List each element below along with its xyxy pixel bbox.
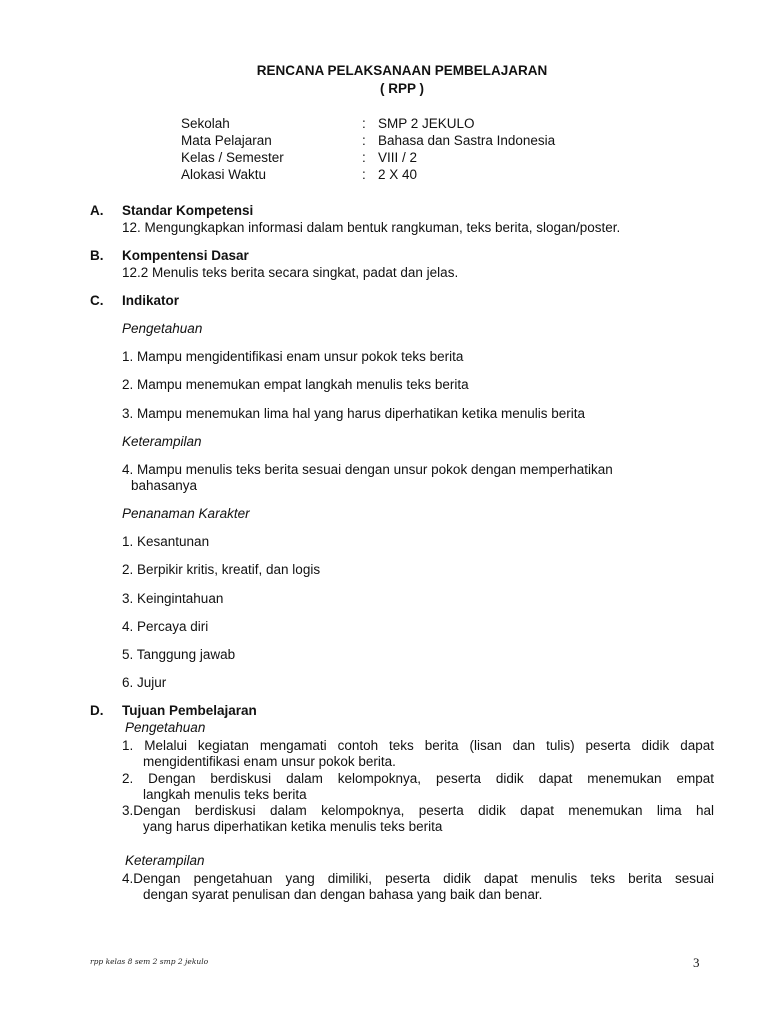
section-letter: B. <box>90 248 104 263</box>
list-item: 5. Tanggung jawab <box>122 647 236 662</box>
info-value: VIII / 2 <box>378 150 418 165</box>
list-item: 4. Percaya diri <box>122 619 209 634</box>
page-number: 3 <box>693 955 700 970</box>
section-title: Tujuan Pembelajaran <box>122 703 257 718</box>
list-item: 1. Melalui kegiatan mengamati contoh teks berita (lisan dan tulis) peserta didik dapat <box>122 738 714 753</box>
section-text: 12. Mengungkapkan informasi dalam bentuk rangkuman, teks berita, slogan/poster. <box>122 220 621 235</box>
list-item: 3.Dengan berdiskusi dalam kelompoknya, peserta didik dapat menemukan lima hal <box>122 803 714 818</box>
list-item: 2. Berpikir kritis, kreatif, dan logis <box>122 562 321 577</box>
section-letter: A. <box>90 203 104 218</box>
subheading: Pengetahuan <box>122 321 203 336</box>
info-label: Alokasi Waktu <box>181 167 267 182</box>
subheading: Keterampilan <box>122 434 202 449</box>
list-item: 4.Dengan pengetahuan yang dimiliki, peserta didik dapat menulis teks berita sesuai <box>122 871 714 886</box>
info-label: Kelas / Semester <box>181 150 284 165</box>
document-subtitle: ( RPP ) <box>379 81 424 96</box>
footer-note: rpp kelas 8 sem 2 smp 2 jekulo <box>90 957 209 966</box>
section-letter: C. <box>90 293 104 308</box>
info-colon: : <box>362 167 366 182</box>
list-item: 3. Keingintahuan <box>122 591 224 606</box>
info-value: Bahasa dan Sastra Indonesia <box>378 133 556 148</box>
list-item: 2. Mampu menemukan empat langkah menulis teks berita <box>122 377 469 392</box>
list-item: 1. Kesantunan <box>122 534 210 549</box>
section-letter: D. <box>90 703 104 718</box>
section-title: Standar Kompetensi <box>122 203 254 218</box>
list-item: 3. Mampu menemukan lima hal yang harus diperhatikan ketika menulis berita <box>122 406 585 421</box>
list-item-continuation: langkah menulis teks berita <box>143 787 307 802</box>
subheading: Penanaman Karakter <box>122 506 250 521</box>
section-title: Kompentensi Dasar <box>122 248 249 263</box>
info-label: Sekolah <box>181 116 230 131</box>
list-item: 1. Mampu mengidentifikasi enam unsur pokok teks berita <box>122 349 464 364</box>
info-colon: : <box>362 116 366 131</box>
section-title: Indikator <box>122 293 180 308</box>
info-colon: : <box>362 133 366 148</box>
section-text: 12.2 Menulis teks berita secara singkat, padat dan jelas. <box>122 265 459 280</box>
list-item-continuation: bahasanya <box>131 478 198 493</box>
info-value: 2 X 40 <box>378 167 418 182</box>
info-label: Mata Pelajaran <box>181 133 272 148</box>
info-value: SMP 2 JEKULO <box>378 116 475 131</box>
info-colon: : <box>362 150 366 165</box>
list-item-continuation: mengidentifikasi enam unsur pokok berita. <box>143 754 396 769</box>
list-item-continuation: yang harus diperhatikan ketika menulis teks berita <box>143 819 443 834</box>
list-item: 4. Mampu menulis teks berita sesuai dengan unsur pokok dengan memperhatikan <box>122 462 613 477</box>
document-title: RENCANA PELAKSANAAN PEMBELAJARAN <box>256 63 548 78</box>
list-item-continuation: dengan syarat penulisan dan dengan bahasa yang baik dan benar. <box>143 887 543 902</box>
subheading: Keterampilan <box>125 853 205 868</box>
list-item: 2. Dengan berdiskusi dalam kelompoknya, peserta didik dapat menemukan empat <box>122 771 714 786</box>
subheading: Pengetahuan <box>125 720 206 735</box>
list-item: 6. Jujur <box>122 675 167 690</box>
